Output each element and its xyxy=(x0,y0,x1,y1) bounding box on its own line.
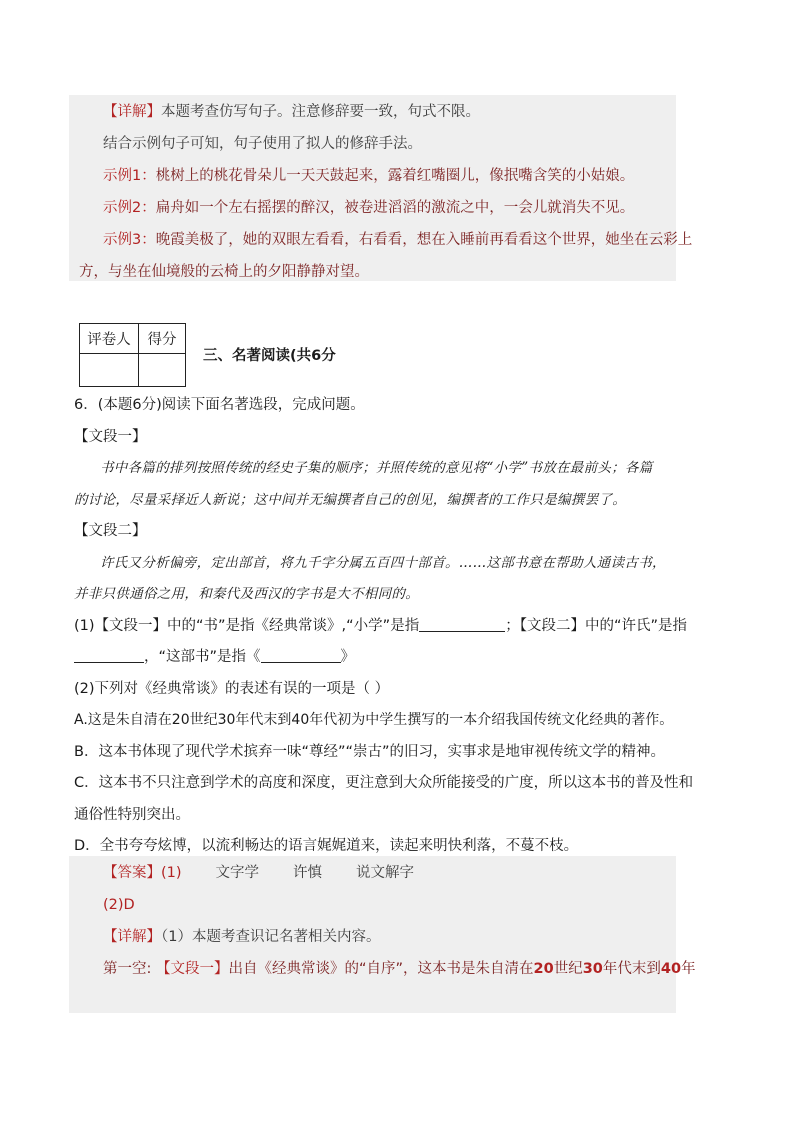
last-g: 年代末到 xyxy=(602,961,661,977)
answer-tag: 【答案】 xyxy=(103,865,161,881)
segment-1-title: 【文段一】 xyxy=(74,428,147,445)
answer-detail-text: （1）本题考查识记名著相关内容。 xyxy=(161,929,381,945)
example-3-line xyxy=(79,224,693,256)
example-2-line xyxy=(79,192,666,224)
grader-cell[interactable] xyxy=(80,354,139,387)
detail-block-1 xyxy=(69,95,693,281)
answer-1-num: (1) xyxy=(161,865,182,881)
segment-1-line-a: 书中各篇的排列按照传统的经史子集的顺序；并照传统的意见将“小学”书放在最前头；各篇 xyxy=(100,460,653,476)
sub1-text-d: 》 xyxy=(340,649,356,665)
last-i: 年 xyxy=(681,961,696,977)
example-2-text: 扁舟如一个左右摇摆的醉汉，被卷进滔滔的激流之中，一会儿就消失不见。 xyxy=(155,200,635,216)
answer-1-value-2: 许慎 xyxy=(293,865,323,881)
option-d: D．全书夸夸炫博，以流利畅达的语言娓娓道来，读起来明快利落，不蔓不枝。 xyxy=(74,838,579,854)
sub-question-1 xyxy=(74,611,687,643)
blank-2[interactable] xyxy=(74,646,144,663)
option-b: B．这本书体现了现代学术摈弃一味“尊经”“崇古”的旧习，实事求是地审视传统文学的精神。 xyxy=(74,743,665,760)
section-title: 三、名著阅读(共6分 xyxy=(203,348,336,364)
segment-2-line-b: 并非只供通俗之用，和秦代及西汉的字书是大不相同的。 xyxy=(74,586,419,602)
blank-1[interactable] xyxy=(419,615,505,632)
segment-2-title: 【文段二】 xyxy=(74,523,147,539)
last-b: 【文段一】 xyxy=(156,961,229,977)
example-2-label: 示例2： xyxy=(103,200,156,216)
example-3-text-b: 方，与坐在仙境般的云椅上的夕阳静静对望。 xyxy=(79,264,369,280)
answer-line-1 xyxy=(79,857,666,889)
example-3-text-a: 晚霞美极了，她的双眼左看看，右看看，想在入睡前再看看这个世界，她坐在云彩上 xyxy=(155,232,693,248)
sub1-text-a: (1)【文段一】中的“书”是指《经典常谈》,“小学”是指 xyxy=(74,617,420,634)
blank-3[interactable] xyxy=(261,646,341,663)
sub-question-2: (2)下列对《经典常谈》的表述有误的一项是（ ） xyxy=(74,680,390,697)
sub1-text-c: ，“这部书”是指《 xyxy=(144,649,261,665)
score-cell[interactable] xyxy=(139,354,186,387)
last-d: 20 xyxy=(533,961,554,977)
segment-1-line-b: 的讨论，尽量采择近人新说；这中间并无编撰者自己的创见，编撰者的工作只是编撰罢了。 xyxy=(74,491,626,508)
answer-block xyxy=(69,856,696,1013)
option-a: A.这是朱自清在20世纪30年代末到40年代初为中学生撰写的一本介绍我国传统文化经典的著作。 xyxy=(74,712,674,728)
last-c: 出自《经典常谈》的“自序”，这本书是朱自清在 xyxy=(228,961,534,977)
option-c-line-b: 通俗性特别突出。 xyxy=(74,806,190,823)
answer-last-line xyxy=(79,953,696,985)
answer-2: (2)D xyxy=(103,897,135,913)
example-1-text: 桃树上的桃花骨朵儿一天天鼓起来，露着红嘴圈儿，像抿嘴含笑的小姑娘。 xyxy=(155,168,635,184)
detail-intro: 本题考查仿写句子。注意修辞要一致，句式不限。 xyxy=(161,104,480,120)
example-3-label: 示例3： xyxy=(103,232,156,248)
segment-2-line-a: 许氏又分析偏旁，定出部首，将九千字分属五百四十部首。……这部书意在帮助人通读古书， xyxy=(100,554,666,571)
answer-detail-line xyxy=(79,921,666,953)
score-table xyxy=(79,323,186,387)
grader-header: 评卷人 xyxy=(80,324,139,354)
sub1-text-b: ；【文段二】中的“许氏”是指 xyxy=(505,617,687,634)
answer-1-value-1: 文字学 xyxy=(215,865,260,881)
last-f: 30 xyxy=(582,961,603,977)
example-1-label: 示例1： xyxy=(103,168,156,184)
option-c-line-a: C．这本书不只注意到学术的高度和深度，更注意到大众所能接受的广度，所以这本书的普及性和 xyxy=(74,775,694,791)
example-1-line xyxy=(79,160,666,192)
answer-detail-tag: 【详解】 xyxy=(103,929,161,945)
last-a: 第一空: xyxy=(103,961,156,977)
question-6: 6．(本题6分)阅读下面名著选段，完成问题。 xyxy=(74,397,365,413)
answer-1-value-3: 说文解字 xyxy=(356,865,415,881)
sub-question-1-cont xyxy=(74,642,684,674)
last-e: 世纪 xyxy=(553,961,583,977)
detail-line-2: 结合示例句子可知，句子使用了拟人的修辞手法。 xyxy=(103,136,422,152)
score-header: 得分 xyxy=(139,324,186,354)
detail-intro-line xyxy=(79,96,666,128)
detail-tag: 【详解】 xyxy=(103,104,161,120)
last-h: 40 xyxy=(660,961,682,977)
question-body xyxy=(74,390,694,863)
